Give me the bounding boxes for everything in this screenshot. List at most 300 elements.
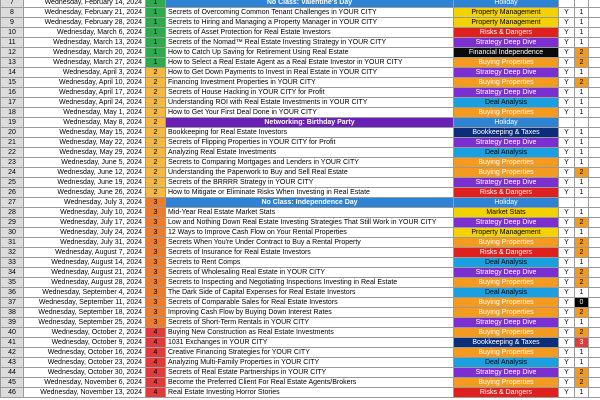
topic-cell[interactable]: Secrets of the BRRRR Strategy in YOUR CITY xyxy=(166,178,454,187)
quarter-cell[interactable]: 4 xyxy=(146,358,166,367)
level-cell[interactable]: 1 xyxy=(575,228,589,237)
topic-cell[interactable]: How to Mitigate or Eliminate Risks When Investing in Real Estate xyxy=(166,188,454,197)
quarter-cell[interactable]: 3 xyxy=(146,248,166,257)
y-cell[interactable]: Y xyxy=(559,68,575,77)
topic-cell[interactable]: Secrets When You're Under Contract to Buy a Rental Property xyxy=(166,238,454,247)
quarter-cell[interactable]: 2 xyxy=(146,88,166,97)
category-cell[interactable]: Buying Properties xyxy=(454,298,559,307)
next-column-cell[interactable] xyxy=(589,38,600,47)
category-cell[interactable]: Property Management xyxy=(454,18,559,27)
next-column-cell[interactable] xyxy=(589,368,600,377)
topic-cell[interactable]: Real Estate Investing Horror Stories xyxy=(166,388,454,397)
quarter-cell[interactable]: 4 xyxy=(146,388,166,397)
level-cell[interactable]: 1 xyxy=(575,158,589,167)
next-column-cell[interactable] xyxy=(589,58,600,67)
next-column-cell[interactable] xyxy=(589,78,600,87)
topic-cell[interactable]: No Class: Independence Day xyxy=(166,198,454,207)
category-cell[interactable]: Buying Properties xyxy=(454,58,559,67)
next-column-cell[interactable] xyxy=(589,248,600,257)
date-cell[interactable]: Wednesday, March 6, 2024 xyxy=(24,28,146,37)
topic-cell[interactable]: Creative Financing Strategies for YOUR CITY xyxy=(166,348,454,357)
topic-cell[interactable]: 1031 Exchanges in YOUR CITY xyxy=(166,338,454,347)
quarter-cell[interactable]: 2 xyxy=(146,118,166,127)
y-cell[interactable]: Y xyxy=(559,168,575,177)
next-column-cell[interactable] xyxy=(589,148,600,157)
y-cell[interactable] xyxy=(559,118,575,127)
date-cell[interactable]: Wednesday, July 24, 2024 xyxy=(24,228,146,237)
date-cell[interactable]: Wednesday, September 11, 2024 xyxy=(24,298,146,307)
category-cell[interactable]: Risks & Dangers xyxy=(454,188,559,197)
y-cell[interactable]: Y xyxy=(559,248,575,257)
date-cell[interactable]: Wednesday, August 14, 2024 xyxy=(24,258,146,267)
y-cell[interactable]: Y xyxy=(559,318,575,327)
topic-cell[interactable]: How to Select a Real Estate Agent as a Real Estate Investor in YOUR CITY xyxy=(166,58,454,67)
y-cell[interactable] xyxy=(559,0,575,7)
category-cell[interactable]: Buying Properties xyxy=(454,108,559,117)
date-cell[interactable]: Wednesday, October 23, 2024 xyxy=(24,358,146,367)
y-cell[interactable]: Y xyxy=(559,98,575,107)
topic-cell[interactable]: Secrets of Real Estate Partnerships in YOUR CITY xyxy=(166,368,454,377)
next-column-cell[interactable] xyxy=(589,278,600,287)
y-cell[interactable]: Y xyxy=(559,358,575,367)
category-cell[interactable]: Strategy Deep Dive xyxy=(454,38,559,47)
category-cell[interactable]: Market Stats xyxy=(454,208,559,217)
row-number: 45 xyxy=(0,378,24,387)
topic-cell[interactable]: Secrets to Comparing Mortgages and Lenders in YOUR CITY xyxy=(166,158,454,167)
quarter-cell[interactable]: 1 xyxy=(146,0,166,7)
date-cell[interactable]: Wednesday, June 19, 2024 xyxy=(24,178,146,187)
quarter-cell[interactable]: 3 xyxy=(146,208,166,217)
next-column-cell[interactable] xyxy=(589,388,600,397)
category-cell[interactable]: Bookkeeping & Taxes xyxy=(454,128,559,137)
level-cell[interactable]: 0 xyxy=(575,298,589,307)
next-column-cell[interactable] xyxy=(589,358,600,367)
quarter-cell[interactable]: 1 xyxy=(146,38,166,47)
date-cell[interactable]: Wednesday, June 12, 2024 xyxy=(24,168,146,177)
level-cell[interactable]: 2 xyxy=(575,268,589,277)
quarter-cell[interactable]: 2 xyxy=(146,178,166,187)
y-cell[interactable]: Y xyxy=(559,278,575,287)
date-cell[interactable]: Wednesday, November 6, 2024 xyxy=(24,378,146,387)
date-cell[interactable]: Wednesday, July 3, 2024 xyxy=(24,198,146,207)
table-row xyxy=(0,128,600,138)
category-cell[interactable]: Risks & Dangers xyxy=(454,248,559,257)
category-cell[interactable]: Strategy Deep Dive xyxy=(454,138,559,147)
y-cell[interactable]: Y xyxy=(559,78,575,87)
quarter-cell[interactable]: 4 xyxy=(146,378,166,387)
next-column-cell[interactable] xyxy=(589,18,600,27)
y-cell[interactable]: Y xyxy=(559,128,575,137)
date-cell[interactable]: Wednesday, May 8, 2024 xyxy=(24,118,146,127)
date-cell[interactable]: Wednesday, July 31, 2024 xyxy=(24,238,146,247)
category-cell[interactable]: Buying Properties xyxy=(454,238,559,247)
quarter-cell[interactable]: 3 xyxy=(146,308,166,317)
category-cell[interactable]: Buying Properties xyxy=(454,168,559,177)
category-cell[interactable]: Buying Properties xyxy=(454,328,559,337)
table-row xyxy=(0,388,600,398)
level-cell[interactable]: 1 xyxy=(575,28,589,37)
quarter-cell[interactable]: 1 xyxy=(146,28,166,37)
level-cell[interactable]: 2 xyxy=(575,78,589,87)
y-cell[interactable]: Y xyxy=(559,228,575,237)
y-cell[interactable]: Y xyxy=(559,258,575,267)
date-cell[interactable]: Wednesday, April 10, 2024 xyxy=(24,78,146,87)
topic-cell[interactable]: How to Get Your First Deal Done in YOUR CITY xyxy=(166,108,454,117)
level-cell[interactable] xyxy=(575,118,589,127)
y-cell[interactable]: Y xyxy=(559,308,575,317)
y-cell[interactable]: Y xyxy=(559,138,575,147)
date-cell[interactable]: Wednesday, October 30, 2024 xyxy=(24,368,146,377)
quarter-cell[interactable]: 3 xyxy=(146,238,166,247)
topic-cell[interactable]: Secrets of the Nomad™ Real Estate Investing Strategy in YOUR CITY xyxy=(166,38,454,47)
y-cell[interactable]: Y xyxy=(559,108,575,117)
date-cell[interactable]: Wednesday, August 7, 2024 xyxy=(24,248,146,257)
quarter-cell[interactable]: 2 xyxy=(146,188,166,197)
category-cell[interactable]: Deal Analysis xyxy=(454,148,559,157)
topic-cell[interactable]: Secrets of Overcoming Common Tenant Challenges in YOUR CITY xyxy=(166,8,454,17)
level-cell[interactable]: 1 xyxy=(575,188,589,197)
date-cell[interactable]: Wednesday, April 3, 2024 xyxy=(24,68,146,77)
date-cell[interactable]: Wednesday, August 28, 2024 xyxy=(24,278,146,287)
next-column-cell[interactable] xyxy=(589,218,600,227)
quarter-cell[interactable]: 2 xyxy=(146,78,166,87)
y-cell[interactable]: Y xyxy=(559,388,575,397)
next-column-cell[interactable] xyxy=(589,188,600,197)
date-cell[interactable]: Wednesday, April 17, 2024 xyxy=(24,88,146,97)
level-cell[interactable]: 1 xyxy=(575,88,589,97)
level-cell[interactable]: 2 xyxy=(575,368,589,377)
topic-cell[interactable]: Networking: Birthday Party xyxy=(166,118,454,127)
next-column-cell[interactable] xyxy=(589,268,600,277)
quarter-cell[interactable]: 3 xyxy=(146,228,166,237)
y-cell[interactable]: Y xyxy=(559,378,575,387)
topic-cell[interactable]: Secrets of Asset Protection for Real Estate Investors xyxy=(166,28,454,37)
date-cell[interactable]: Wednesday, June 5, 2024 xyxy=(24,158,146,167)
quarter-cell[interactable]: 3 xyxy=(146,278,166,287)
next-column-cell[interactable] xyxy=(589,298,600,307)
category-cell[interactable]: Buying Properties xyxy=(454,348,559,357)
category-cell[interactable]: Strategy Deep Dive xyxy=(454,268,559,277)
next-column-cell[interactable] xyxy=(589,178,600,187)
category-cell[interactable]: Buying Properties xyxy=(454,78,559,87)
topic-cell[interactable]: Low and Nothing Down Real Estate Investing Strategies That Still Work in YOUR CITY xyxy=(166,218,454,227)
category-cell[interactable]: Property Management xyxy=(454,228,559,237)
next-column-cell[interactable] xyxy=(589,98,600,107)
topic-cell[interactable]: Secrets of Insurance for Real Estate Investors xyxy=(166,248,454,257)
topic-cell[interactable]: Secrets of Wholesaling Real Estate in YOUR CITY xyxy=(166,268,454,277)
topic-cell[interactable]: Financing Investment Properties in YOUR CITY xyxy=(166,78,454,87)
y-cell[interactable]: Y xyxy=(559,8,575,17)
level-cell[interactable]: 3 xyxy=(575,338,589,347)
date-cell[interactable]: Wednesday, September 18, 2024 xyxy=(24,308,146,317)
category-cell[interactable]: Holiday xyxy=(454,118,559,127)
date-cell[interactable]: Wednesday, May 22, 2024 xyxy=(24,138,146,147)
level-cell[interactable]: 2 xyxy=(575,308,589,317)
category-cell[interactable]: Strategy Deep Dive xyxy=(454,178,559,187)
quarter-cell[interactable]: 4 xyxy=(146,328,166,337)
next-column-cell[interactable] xyxy=(589,28,600,37)
quarter-cell[interactable]: 3 xyxy=(146,318,166,327)
level-cell[interactable]: 2 xyxy=(575,248,589,257)
next-column-cell[interactable] xyxy=(589,208,600,217)
date-cell[interactable]: Wednesday, February 21, 2024 xyxy=(24,8,146,17)
next-column-cell[interactable] xyxy=(589,228,600,237)
topic-cell[interactable]: Mid-Year Real Estate Market Stats xyxy=(166,208,454,217)
next-column-cell[interactable] xyxy=(589,258,600,267)
quarter-cell[interactable]: 2 xyxy=(146,138,166,147)
category-cell[interactable]: Buying Properties xyxy=(454,158,559,167)
next-column-cell[interactable] xyxy=(589,138,600,147)
date-cell[interactable]: Wednesday, March 20, 2024 xyxy=(24,48,146,57)
date-cell[interactable]: Wednesday, September 25, 2024 xyxy=(24,318,146,327)
y-cell[interactable]: Y xyxy=(559,58,575,67)
quarter-cell[interactable]: 3 xyxy=(146,218,166,227)
date-cell[interactable]: Wednesday, May 29, 2024 xyxy=(24,148,146,157)
topic-cell[interactable]: Improving Cash Flow by Buying Down Interest Rates xyxy=(166,308,454,317)
category-cell[interactable]: Property Management xyxy=(454,8,559,17)
date-cell[interactable]: Wednesday, April 24, 2024 xyxy=(24,98,146,107)
quarter-cell[interactable]: 2 xyxy=(146,68,166,77)
level-cell[interactable]: 1 xyxy=(575,128,589,137)
y-cell[interactable]: Y xyxy=(559,238,575,247)
y-cell[interactable]: Y xyxy=(559,28,575,37)
level-cell[interactable]: 2 xyxy=(575,378,589,387)
next-column-cell[interactable] xyxy=(589,108,600,117)
next-column-cell[interactable] xyxy=(589,238,600,247)
date-cell[interactable]: Wednesday, October 2, 2024 xyxy=(24,328,146,337)
category-cell[interactable]: Buying Properties xyxy=(454,278,559,287)
quarter-cell[interactable]: 4 xyxy=(146,338,166,347)
quarter-cell[interactable]: 3 xyxy=(146,288,166,297)
topic-cell[interactable]: Secrets of Flipping Properties in YOUR CITY for Profit xyxy=(166,138,454,147)
topic-cell[interactable]: How to Get Down Payments to Invest in Real Estate in YOUR CITY xyxy=(166,68,454,77)
category-cell[interactable]: Bookkeeping & Taxes xyxy=(454,338,559,347)
quarter-cell[interactable]: 1 xyxy=(146,18,166,27)
y-cell[interactable]: Y xyxy=(559,298,575,307)
y-cell[interactable]: Y xyxy=(559,348,575,357)
level-cell[interactable]: 1 xyxy=(575,18,589,27)
level-cell[interactable] xyxy=(575,198,589,207)
level-cell[interactable]: 2 xyxy=(575,218,589,227)
date-cell[interactable]: Wednesday, February 14, 2024 xyxy=(24,0,146,7)
quarter-cell[interactable]: 3 xyxy=(146,198,166,207)
topic-cell[interactable]: Secrets of House Hacking in YOUR CITY for Profit xyxy=(166,88,454,97)
topic-cell[interactable]: Analyzing Real Estate Investments xyxy=(166,148,454,157)
next-column-cell[interactable] xyxy=(589,48,600,57)
topic-cell[interactable]: No Class: Valentine's Day xyxy=(166,0,454,7)
row-number: 15 xyxy=(0,78,24,87)
level-cell[interactable]: 1 xyxy=(575,348,589,357)
topic-cell[interactable]: Understanding the Paperwork to Buy and Sell Real Estate xyxy=(166,168,454,177)
y-cell[interactable]: Y xyxy=(559,48,575,57)
table-row xyxy=(0,278,600,288)
row-number: 33 xyxy=(0,258,24,267)
level-cell[interactable]: 1 xyxy=(575,178,589,187)
date-cell[interactable]: Wednesday, February 28, 2024 xyxy=(24,18,146,27)
date-cell[interactable]: Wednesday, August 21, 2024 xyxy=(24,268,146,277)
table-row xyxy=(0,168,600,178)
quarter-cell[interactable]: 2 xyxy=(146,168,166,177)
level-cell[interactable]: 2 xyxy=(575,328,589,337)
category-cell[interactable]: Deal Analysis xyxy=(454,358,559,367)
category-cell[interactable]: Deal Analysis xyxy=(454,98,559,107)
row-number: 18 xyxy=(0,108,24,117)
next-column-cell[interactable] xyxy=(589,8,600,17)
next-column-cell[interactable] xyxy=(589,308,600,317)
level-cell[interactable]: 1 xyxy=(575,148,589,157)
next-column-cell[interactable] xyxy=(589,128,600,137)
topic-cell[interactable]: Secrets of Comparable Sales for Real Estate Investors xyxy=(166,298,454,307)
date-cell[interactable]: Wednesday, March 27, 2024 xyxy=(24,58,146,67)
category-cell[interactable]: Buying Properties xyxy=(454,308,559,317)
category-cell[interactable]: Strategy Deep Dive xyxy=(454,218,559,227)
quarter-cell[interactable]: 1 xyxy=(146,8,166,17)
y-cell[interactable]: Y xyxy=(559,188,575,197)
quarter-cell[interactable]: 3 xyxy=(146,268,166,277)
next-column-cell[interactable] xyxy=(589,348,600,357)
quarter-cell[interactable]: 2 xyxy=(146,128,166,137)
y-cell[interactable]: Y xyxy=(559,218,575,227)
quarter-cell[interactable]: 1 xyxy=(146,48,166,57)
category-cell[interactable]: Risks & Dangers xyxy=(454,28,559,37)
quarter-cell[interactable]: 4 xyxy=(146,348,166,357)
date-cell[interactable]: Wednesday, July 10, 2024 xyxy=(24,208,146,217)
category-cell[interactable]: Strategy Deep Dive xyxy=(454,88,559,97)
category-cell[interactable]: Strategy Deep Dive xyxy=(454,368,559,377)
topic-cell[interactable]: Become the Preferred Client For Real Estate Agents/Brokers xyxy=(166,378,454,387)
quarter-cell[interactable]: 2 xyxy=(146,148,166,157)
category-cell[interactable]: Deal Analysis xyxy=(454,258,559,267)
category-cell[interactable]: Strategy Deep Dive xyxy=(454,318,559,327)
date-cell[interactable]: Wednesday, May 1, 2024 xyxy=(24,108,146,117)
level-cell[interactable]: 1 xyxy=(575,258,589,267)
table-row xyxy=(0,98,600,108)
y-cell[interactable]: Y xyxy=(559,208,575,217)
quarter-cell[interactable]: 2 xyxy=(146,98,166,107)
y-cell[interactable]: Y xyxy=(559,178,575,187)
next-column-cell[interactable] xyxy=(589,118,600,127)
category-cell[interactable]: Buying Properties xyxy=(454,378,559,387)
next-column-cell[interactable] xyxy=(589,378,600,387)
topic-cell[interactable]: Secrets to Hiring and Managing a Property Manager in YOUR CITY xyxy=(166,18,454,27)
level-cell[interactable]: 1 xyxy=(575,208,589,217)
category-cell[interactable]: Risks & Dangers xyxy=(454,388,559,397)
date-cell[interactable]: Wednesday, October 9, 2024 xyxy=(24,338,146,347)
date-cell[interactable]: Wednesday, July 17, 2024 xyxy=(24,218,146,227)
next-column-cell[interactable] xyxy=(589,0,600,7)
next-column-cell[interactable] xyxy=(589,158,600,167)
next-column-cell[interactable] xyxy=(589,88,600,97)
y-cell[interactable]: Y xyxy=(559,148,575,157)
category-cell[interactable]: Financial Independence xyxy=(454,48,559,57)
level-cell[interactable] xyxy=(575,0,589,7)
level-cell[interactable]: 1 xyxy=(575,288,589,297)
table-row xyxy=(0,308,600,318)
level-cell[interactable]: 2 xyxy=(575,58,589,67)
date-cell[interactable]: Wednesday, November 13, 2024 xyxy=(24,388,146,397)
next-column-cell[interactable] xyxy=(589,198,600,207)
quarter-cell[interactable]: 2 xyxy=(146,158,166,167)
next-column-cell[interactable] xyxy=(589,338,600,347)
level-cell[interactable]: 2 xyxy=(575,48,589,57)
level-cell[interactable]: 1 xyxy=(575,68,589,77)
topic-cell[interactable]: Buying New Construction as Real Estate Investments xyxy=(166,328,454,337)
category-cell[interactable]: Holiday xyxy=(454,198,559,207)
quarter-cell[interactable]: 3 xyxy=(146,258,166,267)
topic-cell[interactable]: Secrets to Inspecting and Negotiating Inspections Investing in Real Estate xyxy=(166,278,454,287)
y-cell[interactable]: Y xyxy=(559,368,575,377)
next-column-cell[interactable] xyxy=(589,68,600,77)
date-cell[interactable]: Wednesday, March 13, 2024 xyxy=(24,38,146,47)
row-number: 12 xyxy=(0,48,24,57)
topic-cell[interactable]: Understanding ROI with Real Estate Investments in YOUR CITY xyxy=(166,98,454,107)
level-cell[interactable]: 1 xyxy=(575,8,589,17)
y-cell[interactable]: Y xyxy=(559,38,575,47)
row-number: 29 xyxy=(0,218,24,227)
date-cell[interactable]: Wednesday, October 16, 2024 xyxy=(24,348,146,357)
topic-cell[interactable]: Bookkeeping for Real Estate Investors xyxy=(166,128,454,137)
topic-cell[interactable]: Secrets to Rent Comps xyxy=(166,258,454,267)
y-cell[interactable]: Y xyxy=(559,338,575,347)
level-cell[interactable]: 1 xyxy=(575,388,589,397)
topic-cell[interactable]: Analyzing Multi-Family Properties in YOUR CITY xyxy=(166,358,454,367)
date-cell[interactable]: Wednesday, May 15, 2024 xyxy=(24,128,146,137)
y-cell[interactable]: Y xyxy=(559,328,575,337)
row-number: 39 xyxy=(0,318,24,327)
next-column-cell[interactable] xyxy=(589,318,600,327)
next-column-cell[interactable] xyxy=(589,168,600,177)
topic-cell[interactable]: The Dark Side of Capital Expenses for Real Estate Investors xyxy=(166,288,454,297)
quarter-cell[interactable]: 4 xyxy=(146,368,166,377)
row-number: 42 xyxy=(0,348,24,357)
level-cell[interactable]: 1 xyxy=(575,38,589,47)
table-row xyxy=(0,0,600,8)
quarter-cell[interactable]: 2 xyxy=(146,108,166,117)
y-cell[interactable] xyxy=(559,198,575,207)
level-cell[interactable]: 2 xyxy=(575,168,589,177)
quarter-cell[interactable]: 1 xyxy=(146,58,166,67)
row-number: 37 xyxy=(0,298,24,307)
level-cell[interactable]: 2 xyxy=(575,278,589,287)
level-cell[interactable]: 1 xyxy=(575,138,589,147)
category-cell[interactable]: Holiday xyxy=(454,0,559,7)
row-number: 8 xyxy=(0,8,24,17)
date-cell[interactable]: Wednesday, September 4, 2024 xyxy=(24,288,146,297)
level-cell[interactable]: 1 xyxy=(575,98,589,107)
topic-cell[interactable]: Secrets of Short-Term Rentals in YOUR CITY xyxy=(166,318,454,327)
topic-cell[interactable]: How to Catch Up Saving for Retirement Using Real Estate xyxy=(166,48,454,57)
level-cell[interactable]: 1 xyxy=(575,358,589,367)
next-column-cell[interactable] xyxy=(589,288,600,297)
row-number: 34 xyxy=(0,268,24,277)
y-cell[interactable]: Y xyxy=(559,18,575,27)
table-row xyxy=(0,198,600,208)
y-cell[interactable]: Y xyxy=(559,288,575,297)
quarter-cell[interactable]: 3 xyxy=(146,298,166,307)
y-cell[interactable]: Y xyxy=(559,268,575,277)
next-column-cell[interactable] xyxy=(589,328,600,337)
level-cell[interactable]: 2 xyxy=(575,238,589,247)
category-cell[interactable]: Deal Analysis xyxy=(454,288,559,297)
date-cell[interactable]: Wednesday, June 26, 2024 xyxy=(24,188,146,197)
row-number: 25 xyxy=(0,178,24,187)
topic-cell[interactable]: 12 Ways to Improve Cash Flow on Your Rental Properties xyxy=(166,228,454,237)
y-cell[interactable]: Y xyxy=(559,158,575,167)
y-cell[interactable]: Y xyxy=(559,88,575,97)
level-cell[interactable]: 1 xyxy=(575,108,589,117)
level-cell[interactable]: 1 xyxy=(575,318,589,327)
category-cell[interactable]: Strategy Deep Dive xyxy=(454,68,559,77)
